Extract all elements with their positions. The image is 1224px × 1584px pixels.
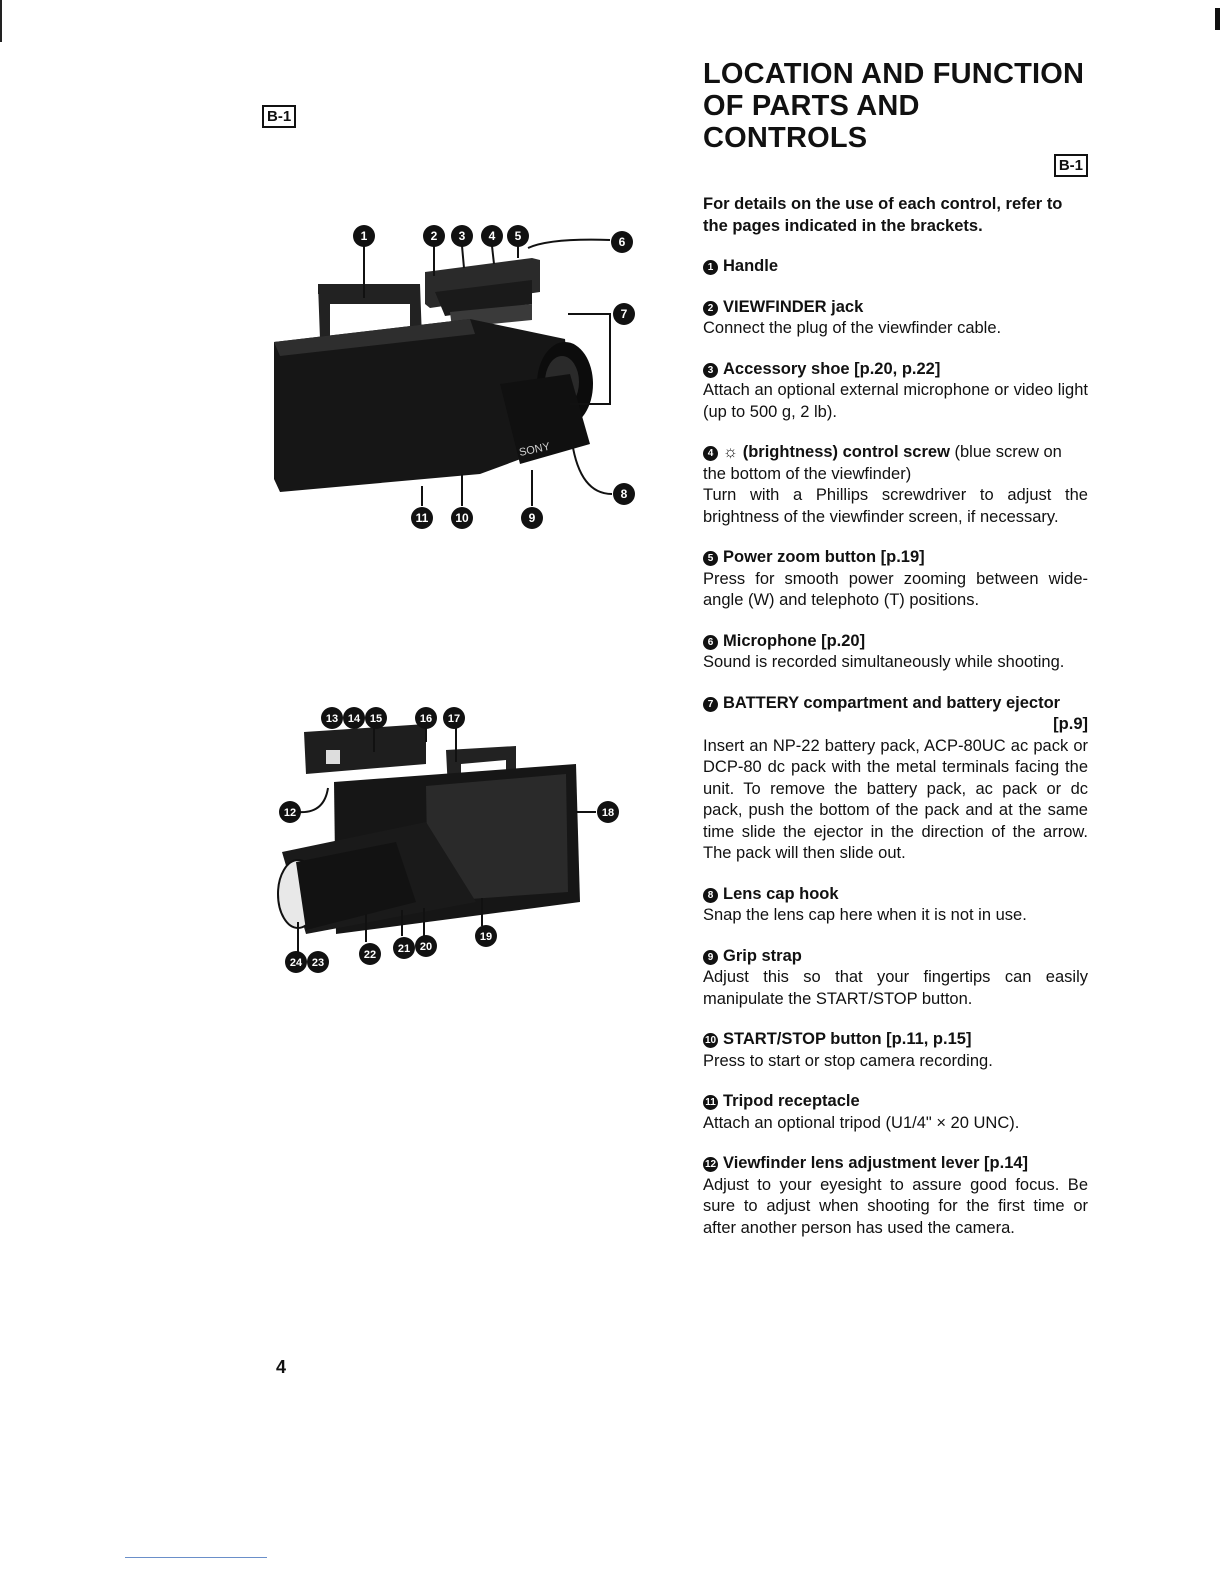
item-heading: Accessory shoe [p.20, p.22]	[723, 359, 941, 378]
camera-front-illustration	[270, 224, 642, 542]
item-heading-row	[703, 297, 1088, 319]
margin-mark-left	[0, 0, 2, 42]
item-description: Attach an optional external microphone or video light (up to 500 g, 2 lb).	[703, 381, 1088, 421]
svg-text:12: 12	[283, 807, 297, 819]
item-heading: VIEWFINDER jack	[723, 297, 864, 316]
camera-body	[274, 258, 593, 492]
item-number-badge: 8	[703, 888, 718, 903]
item-number-badge: 2	[703, 301, 718, 316]
svg-text:19: 19	[479, 931, 493, 943]
svg-text:20: 20	[419, 941, 433, 953]
parts-list	[703, 256, 1088, 1239]
camera-rear-illustration	[276, 702, 624, 992]
svg-text:9: 9	[528, 511, 536, 525]
item-number-badge: 10	[704, 1035, 717, 1046]
item-description: Adjust to your eyesight to assure good focus. Be sure to adjust when shooting for the first time or after another person has used the camera.	[703, 1175, 1088, 1237]
page-number: 4	[276, 1357, 287, 1377]
svg-text:7: 7	[620, 307, 628, 321]
item-description: Attach an optional tripod (U1/4" × 20 UNC).	[703, 1113, 1020, 1132]
svg-text:17: 17	[447, 713, 461, 725]
item-heading-row	[703, 884, 1088, 906]
parts-list-item	[703, 442, 1088, 528]
item-heading: Power zoom button [p.19]	[723, 548, 925, 566]
svg-text:6: 6	[618, 235, 626, 249]
svg-text:16: 16	[419, 713, 433, 725]
item-description: Press for smooth power zooming between wide-angle (W) and telephoto (T) positions.	[703, 569, 1088, 609]
item-heading: START/STOP button [p.11, p.15]	[723, 1030, 972, 1048]
item-description: Snap the lens cap here when it is not in use.	[703, 906, 1027, 924]
item-description: Turn with a Phillips screwdriver to adjust the brightness of the viewfinder screen, if necessary.	[703, 486, 1088, 526]
item-heading: Grip strap	[723, 946, 802, 965]
parts-list-item	[703, 1153, 1088, 1239]
page-title	[703, 58, 1088, 154]
item-heading: Handle	[723, 257, 779, 275]
parts-list-item	[703, 946, 1088, 1011]
item-heading: Lens cap hook	[723, 884, 839, 903]
item-description: Connect the plug of the viewfinder cable.	[703, 319, 1002, 337]
item-number-badge: 3	[703, 363, 718, 378]
svg-text:21: 21	[397, 943, 411, 955]
svg-text:10: 10	[455, 511, 469, 525]
item-heading-row	[703, 359, 1088, 381]
item-heading: Viewfinder lens adjustment lever [p.14]	[723, 1154, 1029, 1172]
item-number-badge: 9	[703, 950, 718, 965]
parts-list-item	[703, 359, 1088, 424]
svg-text:3: 3	[458, 229, 466, 243]
svg-text:5: 5	[514, 229, 522, 243]
svg-text:2: 2	[430, 229, 438, 243]
item-heading: BATTERY compartment and battery ejector	[723, 693, 1061, 712]
bottom-rule	[125, 1557, 267, 1558]
brand-logo-text: SONY	[518, 440, 552, 459]
item-heading: Tripod receptacle	[723, 1092, 860, 1110]
svg-text:18: 18	[601, 807, 615, 819]
intro-paragraph: For details on the use of each control, refer to the pages indicated in the brackets.	[703, 195, 1063, 235]
item-number-badge: 1	[703, 260, 718, 275]
item-heading: Microphone [p.20]	[723, 631, 866, 650]
margin-mark-right	[1215, 8, 1220, 30]
parts-list-item	[703, 884, 1088, 927]
item-number-badge: 6	[703, 635, 718, 650]
svg-text:13: 13	[325, 713, 339, 725]
title-line-1: LOCATION AND FUNCTION	[703, 58, 1085, 90]
item-description: Sound is recorded simultaneously while shooting.	[703, 653, 1065, 671]
item-number-badge: 11	[703, 1095, 718, 1110]
parts-list-item	[703, 631, 1088, 674]
svg-text:8: 8	[620, 487, 628, 501]
item-heading-note: (blue screw on the bottom of the viewfinder)	[703, 443, 1062, 483]
item-number-badge: 7	[703, 697, 718, 712]
camera-body	[278, 724, 580, 934]
item-description: Insert an NP-22 battery pack, ACP-80UC ac pack or DCP-80 dc pack with the metal terminals facing the unit. To remove the battery pack, ac pack or dc pack, push the bottom of the pack and at the same time slide the ejector in the direction of the arrow. The pack will then slide out.	[703, 736, 1088, 862]
parts-list-item	[703, 256, 1088, 278]
item-heading-row	[703, 547, 1088, 569]
parts-list-item	[703, 1029, 1088, 1072]
item-heading-row	[703, 1029, 1088, 1051]
parts-list-item	[703, 1091, 1088, 1134]
item-heading-row	[703, 1153, 1088, 1175]
item-page-reference: [p.9]	[1053, 715, 1088, 733]
item-number-badge: 12	[704, 1159, 717, 1170]
item-heading-row	[703, 946, 1088, 968]
svg-text:22: 22	[363, 949, 377, 961]
item-heading-row	[703, 442, 1088, 485]
item-heading-row	[703, 256, 1088, 278]
item-heading-row	[703, 693, 1088, 715]
svg-text:11: 11	[415, 511, 429, 525]
item-description: Adjust this so that your fingertips can easily manipulate the START/STOP button.	[703, 968, 1088, 1008]
item-heading-row	[703, 631, 1088, 653]
svg-text:23: 23	[311, 957, 325, 969]
title-line-2: OF PARTS AND CONTROLS	[703, 90, 920, 154]
svg-text:24: 24	[289, 957, 303, 969]
svg-text:15: 15	[369, 713, 383, 725]
parts-list-item	[703, 693, 1088, 865]
svg-text:1: 1	[360, 229, 368, 243]
svg-text:4: 4	[488, 229, 496, 243]
item-description: Press to start or stop camera recording.	[703, 1051, 993, 1070]
parts-description-column	[703, 58, 1088, 1239]
item-heading: ☼ (brightness) control screw	[723, 443, 950, 461]
figure-section-label: B-1	[262, 105, 296, 128]
parts-list-item	[703, 547, 1088, 612]
item-number-badge: 4	[703, 446, 718, 461]
title-section-label-row	[703, 154, 1088, 180]
parts-list-item	[703, 297, 1088, 340]
svg-text:14: 14	[347, 713, 361, 725]
item-heading-row	[703, 1091, 1088, 1113]
section-label-box: B-1	[1054, 154, 1088, 177]
item-number-badge: 5	[703, 551, 718, 566]
